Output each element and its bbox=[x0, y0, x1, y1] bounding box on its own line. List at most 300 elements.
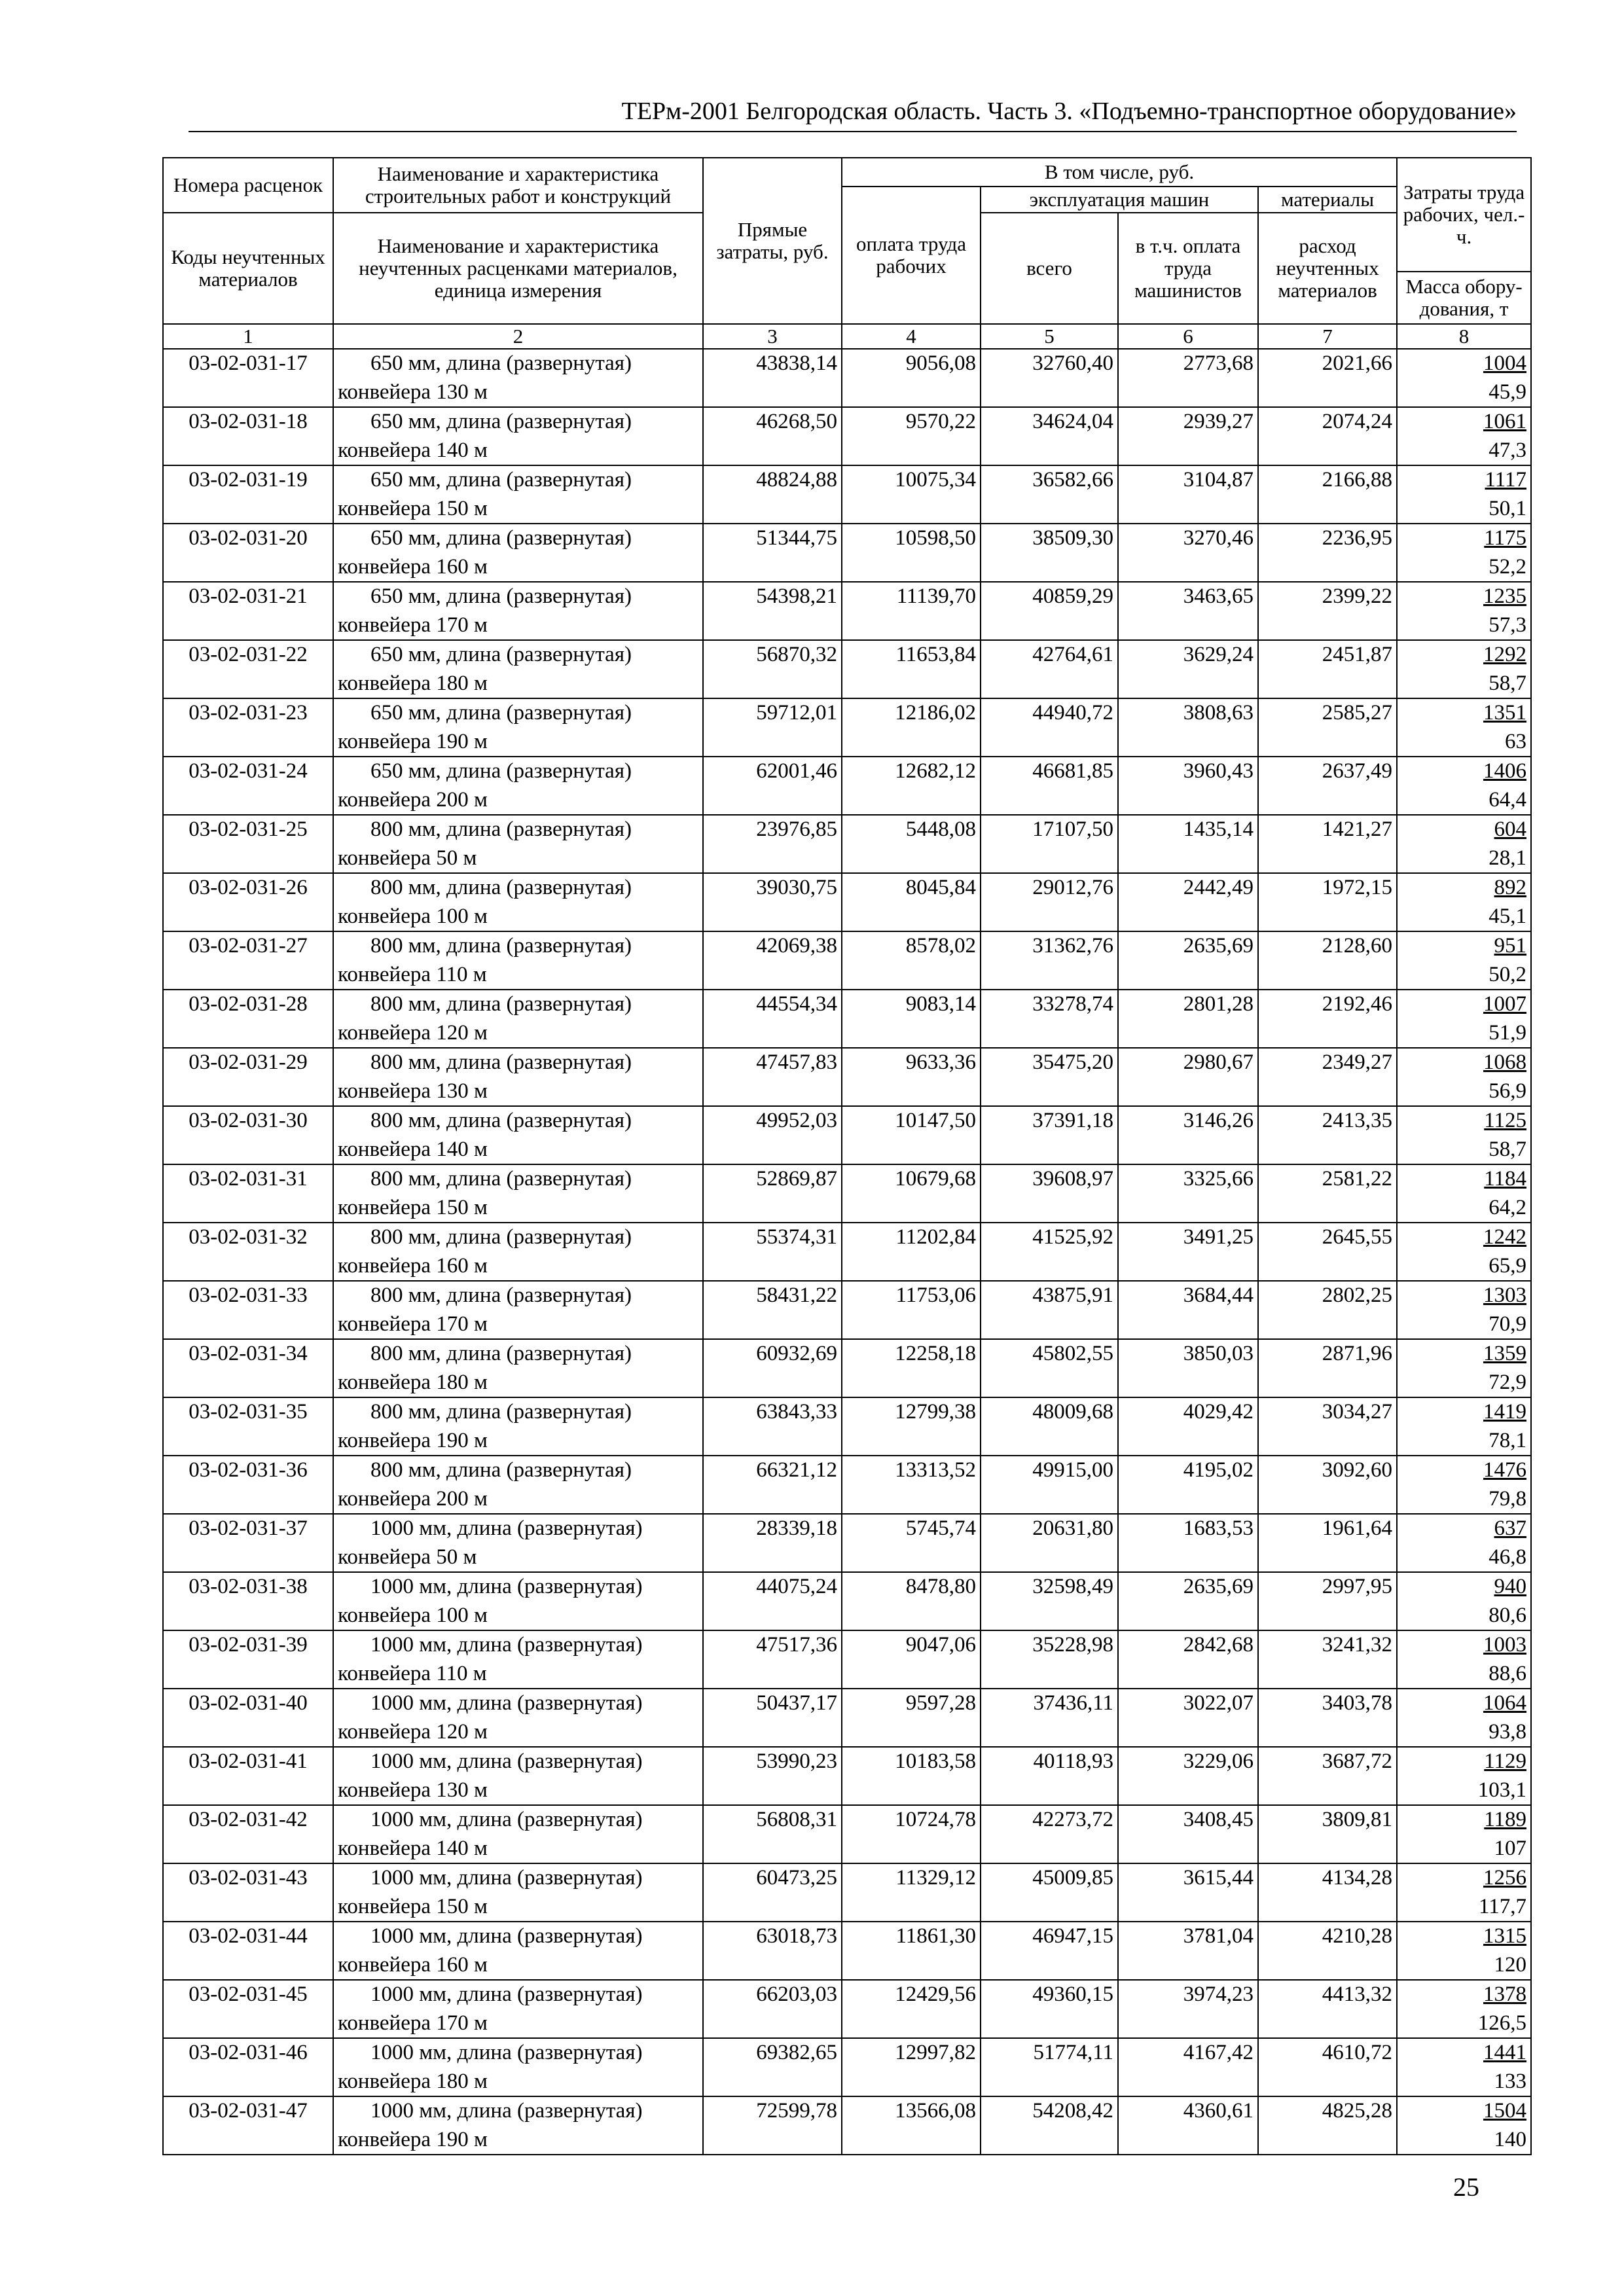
direct-costs: 46268,50 bbox=[703, 407, 842, 465]
rate-code: 03-02-031-37 bbox=[163, 1514, 333, 1572]
rate-code: 03-02-031-44 bbox=[163, 1922, 333, 1980]
rate-code: 03-02-031-32 bbox=[163, 1223, 333, 1281]
col-header-labor-pay: оплата труда рабочих bbox=[842, 187, 981, 324]
direct-costs: 50437,17 bbox=[703, 1689, 842, 1747]
equipment-mass: 133 bbox=[1494, 2069, 1527, 2093]
labor-hours: 1476 bbox=[1483, 1458, 1527, 1482]
labor-and-mass bbox=[1397, 640, 1531, 698]
labor-pay: 11861,30 bbox=[842, 1922, 981, 1980]
labor-hours: 951 bbox=[1494, 934, 1527, 958]
labor-and-mass bbox=[1397, 524, 1531, 582]
labor-and-mass bbox=[1397, 407, 1531, 465]
table-row bbox=[163, 698, 1531, 757]
description-line: 1000 мм, длина (развернутая) bbox=[370, 2041, 643, 2064]
operators-pay: 2980,67 bbox=[1118, 1048, 1258, 1106]
description-line: 650 мм, длина (развернутая) bbox=[370, 410, 632, 433]
equipment-mass: 93,8 bbox=[1489, 1719, 1527, 1744]
machines-total: 44940,72 bbox=[981, 698, 1118, 757]
labor-hours: 1175 bbox=[1484, 526, 1527, 550]
operators-pay: 2635,69 bbox=[1118, 1572, 1258, 1630]
labor-pay: 10075,34 bbox=[842, 465, 981, 524]
labor-pay: 12997,82 bbox=[842, 2038, 981, 2096]
equipment-mass: 57,3 bbox=[1489, 613, 1527, 637]
col-number: 5 bbox=[981, 324, 1118, 349]
labor-hours: 1125 bbox=[1484, 1109, 1527, 1132]
description-line: конвейера 190 м bbox=[338, 1428, 488, 1452]
labor-hours: 1235 bbox=[1483, 584, 1527, 608]
col-number: 6 bbox=[1118, 324, 1258, 349]
description-line: конвейера 160 м bbox=[338, 1253, 488, 1278]
description-line: конвейера 50 м bbox=[338, 1545, 477, 1569]
labor-hours: 1242 bbox=[1483, 1225, 1527, 1249]
operators-pay: 3491,25 bbox=[1118, 1223, 1258, 1281]
rate-code: 03-02-031-29 bbox=[163, 1048, 333, 1106]
table-body bbox=[163, 349, 1531, 2155]
labor-hours: 1068 bbox=[1483, 1050, 1527, 1074]
labor-pay: 8578,02 bbox=[842, 931, 981, 990]
rate-code: 03-02-031-46 bbox=[163, 2038, 333, 2096]
equipment-mass: 52,2 bbox=[1489, 554, 1527, 579]
labor-and-mass bbox=[1397, 815, 1531, 873]
description-line: 1000 мм, длина (развернутая) bbox=[370, 1516, 643, 1540]
rate-code: 03-02-031-19 bbox=[163, 465, 333, 524]
work-description bbox=[333, 1630, 703, 1689]
table-row bbox=[163, 1572, 1531, 1630]
rate-code: 03-02-031-31 bbox=[163, 1164, 333, 1223]
col-header-operators-pay: в т.ч. оплата труда машинистов bbox=[1118, 213, 1258, 324]
table-row bbox=[163, 1456, 1531, 1514]
rate-code: 03-02-031-20 bbox=[163, 524, 333, 582]
labor-and-mass bbox=[1397, 1572, 1531, 1630]
operators-pay: 2635,69 bbox=[1118, 931, 1258, 990]
machines-total: 48009,68 bbox=[981, 1397, 1118, 1456]
operators-pay: 4360,61 bbox=[1118, 2096, 1258, 2155]
machines-total: 37436,11 bbox=[981, 1689, 1118, 1747]
machines-total: 43875,91 bbox=[981, 1281, 1118, 1339]
table-row bbox=[163, 2038, 1531, 2096]
operators-pay: 3684,44 bbox=[1118, 1281, 1258, 1339]
direct-costs: 55374,31 bbox=[703, 1223, 842, 1281]
labor-pay: 9597,28 bbox=[842, 1689, 981, 1747]
labor-pay: 5448,08 bbox=[842, 815, 981, 873]
work-description bbox=[333, 757, 703, 815]
direct-costs: 23976,85 bbox=[703, 815, 842, 873]
rate-code: 03-02-031-28 bbox=[163, 990, 333, 1048]
work-description bbox=[333, 1572, 703, 1630]
materials-cost: 3092,60 bbox=[1258, 1456, 1397, 1514]
description-line: 1000 мм, длина (развернутая) bbox=[370, 1982, 643, 2006]
description-line: 1000 мм, длина (развернутая) bbox=[370, 1633, 643, 1657]
machines-total: 32760,40 bbox=[981, 349, 1118, 407]
work-description bbox=[333, 1339, 703, 1397]
work-description bbox=[333, 1397, 703, 1456]
labor-and-mass bbox=[1397, 2038, 1531, 2096]
table-row bbox=[163, 1980, 1531, 2038]
labor-pay: 12799,38 bbox=[842, 1397, 981, 1456]
labor-pay: 12258,18 bbox=[842, 1339, 981, 1397]
machines-total: 35475,20 bbox=[981, 1048, 1118, 1106]
work-description bbox=[333, 1805, 703, 1863]
work-description bbox=[333, 582, 703, 640]
direct-costs: 63018,73 bbox=[703, 1922, 842, 1980]
work-description bbox=[333, 1106, 703, 1164]
labor-and-mass bbox=[1397, 1805, 1531, 1863]
table-row bbox=[163, 1863, 1531, 1922]
work-description bbox=[333, 349, 703, 407]
materials-cost: 2581,22 bbox=[1258, 1164, 1397, 1223]
operators-pay: 3408,45 bbox=[1118, 1805, 1258, 1863]
description-line: 800 мм, длина (развернутая) bbox=[370, 876, 632, 899]
materials-cost: 2074,24 bbox=[1258, 407, 1397, 465]
machines-total: 37391,18 bbox=[981, 1106, 1118, 1164]
materials-cost: 3403,78 bbox=[1258, 1689, 1397, 1747]
materials-cost: 2399,22 bbox=[1258, 582, 1397, 640]
operators-pay: 3463,65 bbox=[1118, 582, 1258, 640]
description-line: 650 мм, длина (развернутая) bbox=[370, 759, 632, 783]
work-description bbox=[333, 1747, 703, 1805]
equipment-mass: 63 bbox=[1505, 729, 1527, 753]
direct-costs: 51344,75 bbox=[703, 524, 842, 582]
materials-cost: 4825,28 bbox=[1258, 2096, 1397, 2155]
labor-and-mass bbox=[1397, 1980, 1531, 2038]
equipment-mass: 140 bbox=[1494, 2127, 1527, 2151]
equipment-mass: 45,1 bbox=[1489, 904, 1527, 928]
table-row bbox=[163, 1630, 1531, 1689]
equipment-mass: 120 bbox=[1494, 1952, 1527, 1977]
rate-code: 03-02-031-26 bbox=[163, 873, 333, 931]
equipment-mass: 117,7 bbox=[1479, 1894, 1527, 1918]
machines-total: 31362,76 bbox=[981, 931, 1118, 990]
labor-hours: 1406 bbox=[1483, 759, 1527, 783]
page-number: 25 bbox=[1453, 2172, 1479, 2202]
work-description bbox=[333, 465, 703, 524]
col-header-rate-numbers: Номера расценок bbox=[163, 158, 333, 213]
work-description bbox=[333, 873, 703, 931]
description-line: 1000 мм, длина (развернутая) bbox=[370, 1808, 643, 1831]
description-line: конвейера 190 м bbox=[338, 2127, 488, 2151]
labor-and-mass bbox=[1397, 1164, 1531, 1223]
operators-pay: 2939,27 bbox=[1118, 407, 1258, 465]
labor-hours: 1117 bbox=[1485, 468, 1527, 492]
description-line: конвейера 120 м bbox=[338, 1020, 488, 1045]
description-line: конвейера 100 м bbox=[338, 904, 488, 928]
operators-pay: 3270,46 bbox=[1118, 524, 1258, 582]
description-line: конвейера 140 м bbox=[338, 1137, 488, 1161]
rate-code: 03-02-031-22 bbox=[163, 640, 333, 698]
direct-costs: 48824,88 bbox=[703, 465, 842, 524]
running-header: ТЕРм-2001 Белгородская область. Часть 3. «Подъемно-транспортное оборудование» bbox=[189, 98, 1517, 132]
description-line: конвейера 130 м bbox=[338, 380, 488, 404]
table-header bbox=[163, 158, 1531, 349]
table-row bbox=[163, 582, 1531, 640]
equipment-mass: 51,9 bbox=[1489, 1020, 1527, 1045]
machines-total: 45802,55 bbox=[981, 1339, 1118, 1397]
direct-costs: 72599,78 bbox=[703, 2096, 842, 2155]
equipment-mass: 64,2 bbox=[1489, 1195, 1527, 1219]
work-description bbox=[333, 2096, 703, 2155]
col-header-machines-total: всего bbox=[981, 213, 1118, 324]
machines-total: 36582,66 bbox=[981, 465, 1118, 524]
operators-pay: 2801,28 bbox=[1118, 990, 1258, 1048]
direct-costs: 43838,14 bbox=[703, 349, 842, 407]
operators-pay: 4195,02 bbox=[1118, 1456, 1258, 1514]
col-header-including: В том числе, руб. bbox=[842, 158, 1397, 187]
table-row bbox=[163, 931, 1531, 990]
description-line: 800 мм, длина (развернутая) bbox=[370, 1458, 632, 1482]
direct-costs: 59712,01 bbox=[703, 698, 842, 757]
direct-costs: 69382,65 bbox=[703, 2038, 842, 2096]
machines-total: 49360,15 bbox=[981, 1980, 1118, 2038]
col-header-materials: материалы bbox=[1258, 187, 1397, 213]
rate-code: 03-02-031-45 bbox=[163, 1980, 333, 2038]
machines-total: 34624,04 bbox=[981, 407, 1118, 465]
labor-pay: 10183,58 bbox=[842, 1747, 981, 1805]
direct-costs: 53990,23 bbox=[703, 1747, 842, 1805]
description-line: конвейера 110 м bbox=[338, 1661, 487, 1685]
operators-pay: 2773,68 bbox=[1118, 349, 1258, 407]
materials-cost: 1972,15 bbox=[1258, 873, 1397, 931]
description-line: конвейера 130 м bbox=[338, 1778, 488, 1802]
rate-code: 03-02-031-25 bbox=[163, 815, 333, 873]
machines-total: 17107,50 bbox=[981, 815, 1118, 873]
description-line: 800 мм, длина (развернутая) bbox=[370, 934, 632, 958]
equipment-mass: 50,1 bbox=[1489, 496, 1527, 520]
table-row bbox=[163, 349, 1531, 407]
table-row bbox=[163, 757, 1531, 815]
materials-cost: 2236,95 bbox=[1258, 524, 1397, 582]
operators-pay: 3615,44 bbox=[1118, 1863, 1258, 1922]
materials-cost: 2413,35 bbox=[1258, 1106, 1397, 1164]
description-line: конвейера 110 м bbox=[338, 962, 487, 986]
col-header-labor-hours: Затраты труда рабочих, чел.-ч. bbox=[1397, 158, 1531, 272]
labor-pay: 8045,84 bbox=[842, 873, 981, 931]
materials-cost: 2021,66 bbox=[1258, 349, 1397, 407]
table-row bbox=[163, 1048, 1531, 1106]
rate-code: 03-02-031-27 bbox=[163, 931, 333, 990]
equipment-mass: 80,6 bbox=[1489, 1603, 1527, 1627]
materials-cost: 3687,72 bbox=[1258, 1747, 1397, 1805]
direct-costs: 39030,75 bbox=[703, 873, 842, 931]
work-description bbox=[333, 2038, 703, 2096]
equipment-mass: 64,4 bbox=[1489, 787, 1527, 812]
materials-cost: 4610,72 bbox=[1258, 2038, 1397, 2096]
work-description bbox=[333, 1514, 703, 1572]
direct-costs: 58431,22 bbox=[703, 1281, 842, 1339]
work-description bbox=[333, 640, 703, 698]
table-row bbox=[163, 1805, 1531, 1863]
labor-hours: 1378 bbox=[1483, 1982, 1527, 2006]
labor-pay: 10598,50 bbox=[842, 524, 981, 582]
table-row bbox=[163, 1922, 1531, 1980]
col-number: 7 bbox=[1258, 324, 1397, 349]
materials-cost: 4134,28 bbox=[1258, 1863, 1397, 1922]
machines-total: 46681,85 bbox=[981, 757, 1118, 815]
direct-costs: 62001,46 bbox=[703, 757, 842, 815]
rate-code: 03-02-031-33 bbox=[163, 1281, 333, 1339]
rate-code: 03-02-031-41 bbox=[163, 1747, 333, 1805]
work-description bbox=[333, 1281, 703, 1339]
materials-cost: 2802,25 bbox=[1258, 1281, 1397, 1339]
operators-pay: 3104,87 bbox=[1118, 465, 1258, 524]
labor-hours: 1064 bbox=[1483, 1691, 1527, 1715]
equipment-mass: 45,9 bbox=[1489, 380, 1527, 404]
work-description bbox=[333, 1922, 703, 1980]
equipment-mass: 107 bbox=[1494, 1836, 1527, 1860]
direct-costs: 56870,32 bbox=[703, 640, 842, 698]
description-line: конвейера 160 м bbox=[338, 1952, 488, 1977]
labor-pay: 9570,22 bbox=[842, 407, 981, 465]
rate-code: 03-02-031-18 bbox=[163, 407, 333, 465]
labor-pay: 9056,08 bbox=[842, 349, 981, 407]
labor-hours: 1303 bbox=[1483, 1283, 1527, 1307]
labor-hours: 1441 bbox=[1483, 2041, 1527, 2064]
work-description bbox=[333, 698, 703, 757]
direct-costs: 47517,36 bbox=[703, 1630, 842, 1689]
labor-pay: 10724,78 bbox=[842, 1805, 981, 1863]
materials-cost: 1421,27 bbox=[1258, 815, 1397, 873]
description-line: 650 мм, длина (развернутая) bbox=[370, 584, 632, 608]
machines-total: 46947,15 bbox=[981, 1922, 1118, 1980]
operators-pay: 4029,42 bbox=[1118, 1397, 1258, 1456]
table-row bbox=[163, 640, 1531, 698]
equipment-mass: 46,8 bbox=[1489, 1545, 1527, 1569]
rate-code: 03-02-031-43 bbox=[163, 1863, 333, 1922]
col-number: 2 bbox=[333, 324, 703, 349]
rate-code: 03-02-031-38 bbox=[163, 1572, 333, 1630]
description-line: 650 мм, длина (развернутая) bbox=[370, 468, 632, 492]
labor-pay: 13566,08 bbox=[842, 2096, 981, 2155]
direct-costs: 60932,69 bbox=[703, 1339, 842, 1397]
description-line: 650 мм, длина (развернутая) bbox=[370, 351, 632, 375]
operators-pay: 3808,63 bbox=[1118, 698, 1258, 757]
labor-hours: 1004 bbox=[1483, 351, 1527, 375]
description-line: 1000 мм, длина (развернутая) bbox=[370, 1575, 643, 1598]
labor-hours: 1007 bbox=[1483, 992, 1527, 1016]
description-line: конвейера 180 м bbox=[338, 1370, 488, 1394]
equipment-mass: 103,1 bbox=[1477, 1778, 1527, 1802]
labor-and-mass bbox=[1397, 1106, 1531, 1164]
description-line: 800 мм, длина (развернутая) bbox=[370, 817, 632, 841]
description-line: 1000 мм, длина (развернутая) bbox=[370, 1924, 643, 1948]
labor-pay: 9633,36 bbox=[842, 1048, 981, 1106]
equipment-mass: 47,3 bbox=[1489, 438, 1527, 462]
labor-and-mass bbox=[1397, 931, 1531, 990]
labor-hours: 1003 bbox=[1483, 1633, 1527, 1657]
labor-hours: 637 bbox=[1494, 1516, 1527, 1540]
equipment-mass: 56,9 bbox=[1489, 1079, 1527, 1103]
description-line: конвейера 200 м bbox=[338, 1486, 488, 1511]
rate-code: 03-02-031-30 bbox=[163, 1106, 333, 1164]
description-line: 800 мм, длина (развернутая) bbox=[370, 1400, 632, 1424]
labor-hours: 1184 bbox=[1484, 1167, 1527, 1191]
labor-and-mass bbox=[1397, 990, 1531, 1048]
labor-and-mass bbox=[1397, 1281, 1531, 1339]
rate-code: 03-02-031-47 bbox=[163, 2096, 333, 2155]
labor-pay: 11753,06 bbox=[842, 1281, 981, 1339]
operators-pay: 3629,24 bbox=[1118, 640, 1258, 698]
table-row bbox=[163, 524, 1531, 582]
table-row bbox=[163, 815, 1531, 873]
direct-costs: 47457,83 bbox=[703, 1048, 842, 1106]
description-line: конвейера 150 м bbox=[338, 1894, 488, 1918]
description-line: 1000 мм, длина (развернутая) bbox=[370, 1866, 643, 1890]
labor-hours: 1359 bbox=[1483, 1342, 1527, 1365]
operators-pay: 3850,03 bbox=[1118, 1339, 1258, 1397]
labor-and-mass bbox=[1397, 1630, 1531, 1689]
description-line: конвейера 170 м bbox=[338, 2011, 488, 2035]
rate-code: 03-02-031-40 bbox=[163, 1689, 333, 1747]
labor-and-mass bbox=[1397, 1048, 1531, 1106]
work-description bbox=[333, 407, 703, 465]
work-description bbox=[333, 1164, 703, 1223]
description-line: 800 мм, длина (развернутая) bbox=[370, 1283, 632, 1307]
operators-pay: 1683,53 bbox=[1118, 1514, 1258, 1572]
equipment-mass: 58,7 bbox=[1489, 671, 1527, 695]
labor-and-mass bbox=[1397, 757, 1531, 815]
materials-cost: 2645,55 bbox=[1258, 1223, 1397, 1281]
rate-code: 03-02-031-17 bbox=[163, 349, 333, 407]
table-row bbox=[163, 1223, 1531, 1281]
description-line: конвейера 100 м bbox=[338, 1603, 488, 1627]
materials-cost: 4413,32 bbox=[1258, 1980, 1397, 2038]
work-description bbox=[333, 1863, 703, 1922]
machines-total: 40118,93 bbox=[981, 1747, 1118, 1805]
description-line: 800 мм, длина (развернутая) bbox=[370, 1050, 632, 1074]
description-line: конвейера 150 м bbox=[338, 1195, 488, 1219]
description-line: конвейера 130 м bbox=[338, 1079, 488, 1103]
description-line: 1000 мм, длина (развернутая) bbox=[370, 2099, 643, 2123]
operators-pay: 4167,42 bbox=[1118, 2038, 1258, 2096]
table-row bbox=[163, 1514, 1531, 1572]
direct-costs: 42069,38 bbox=[703, 931, 842, 990]
table-row bbox=[163, 1747, 1531, 1805]
labor-hours: 1504 bbox=[1483, 2099, 1527, 2123]
col-number: 4 bbox=[842, 324, 981, 349]
labor-hours: 892 bbox=[1494, 876, 1527, 899]
col-header-machines: эксплуатация машин bbox=[981, 187, 1258, 213]
labor-pay: 11329,12 bbox=[842, 1863, 981, 1922]
operators-pay: 3960,43 bbox=[1118, 757, 1258, 815]
description-line: конвейера 160 м bbox=[338, 554, 488, 579]
labor-and-mass bbox=[1397, 2096, 1531, 2155]
labor-and-mass bbox=[1397, 1456, 1531, 1514]
work-description bbox=[333, 1689, 703, 1747]
description-line: конвейера 120 м bbox=[338, 1719, 488, 1744]
direct-costs: 60473,25 bbox=[703, 1863, 842, 1922]
equipment-mass: 28,1 bbox=[1489, 846, 1527, 870]
table-row bbox=[163, 873, 1531, 931]
description-line: конвейера 170 м bbox=[338, 1312, 488, 1336]
direct-costs: 66203,03 bbox=[703, 1980, 842, 2038]
labor-and-mass bbox=[1397, 873, 1531, 931]
description-line: конвейера 150 м bbox=[338, 496, 488, 520]
work-description bbox=[333, 1223, 703, 1281]
operators-pay: 2842,68 bbox=[1118, 1630, 1258, 1689]
materials-cost: 2637,49 bbox=[1258, 757, 1397, 815]
description-line: конвейера 180 м bbox=[338, 2069, 488, 2093]
description-line: 650 мм, длина (развернутая) bbox=[370, 643, 632, 666]
labor-hours: 1351 bbox=[1483, 701, 1527, 725]
materials-cost: 3034,27 bbox=[1258, 1397, 1397, 1456]
materials-cost: 2585,27 bbox=[1258, 698, 1397, 757]
materials-cost: 2871,96 bbox=[1258, 1339, 1397, 1397]
description-line: конвейера 200 м bbox=[338, 787, 488, 812]
table-row bbox=[163, 1106, 1531, 1164]
rate-code: 03-02-031-36 bbox=[163, 1456, 333, 1514]
machines-total: 42764,61 bbox=[981, 640, 1118, 698]
machines-total: 29012,76 bbox=[981, 873, 1118, 931]
table-row bbox=[163, 1397, 1531, 1456]
